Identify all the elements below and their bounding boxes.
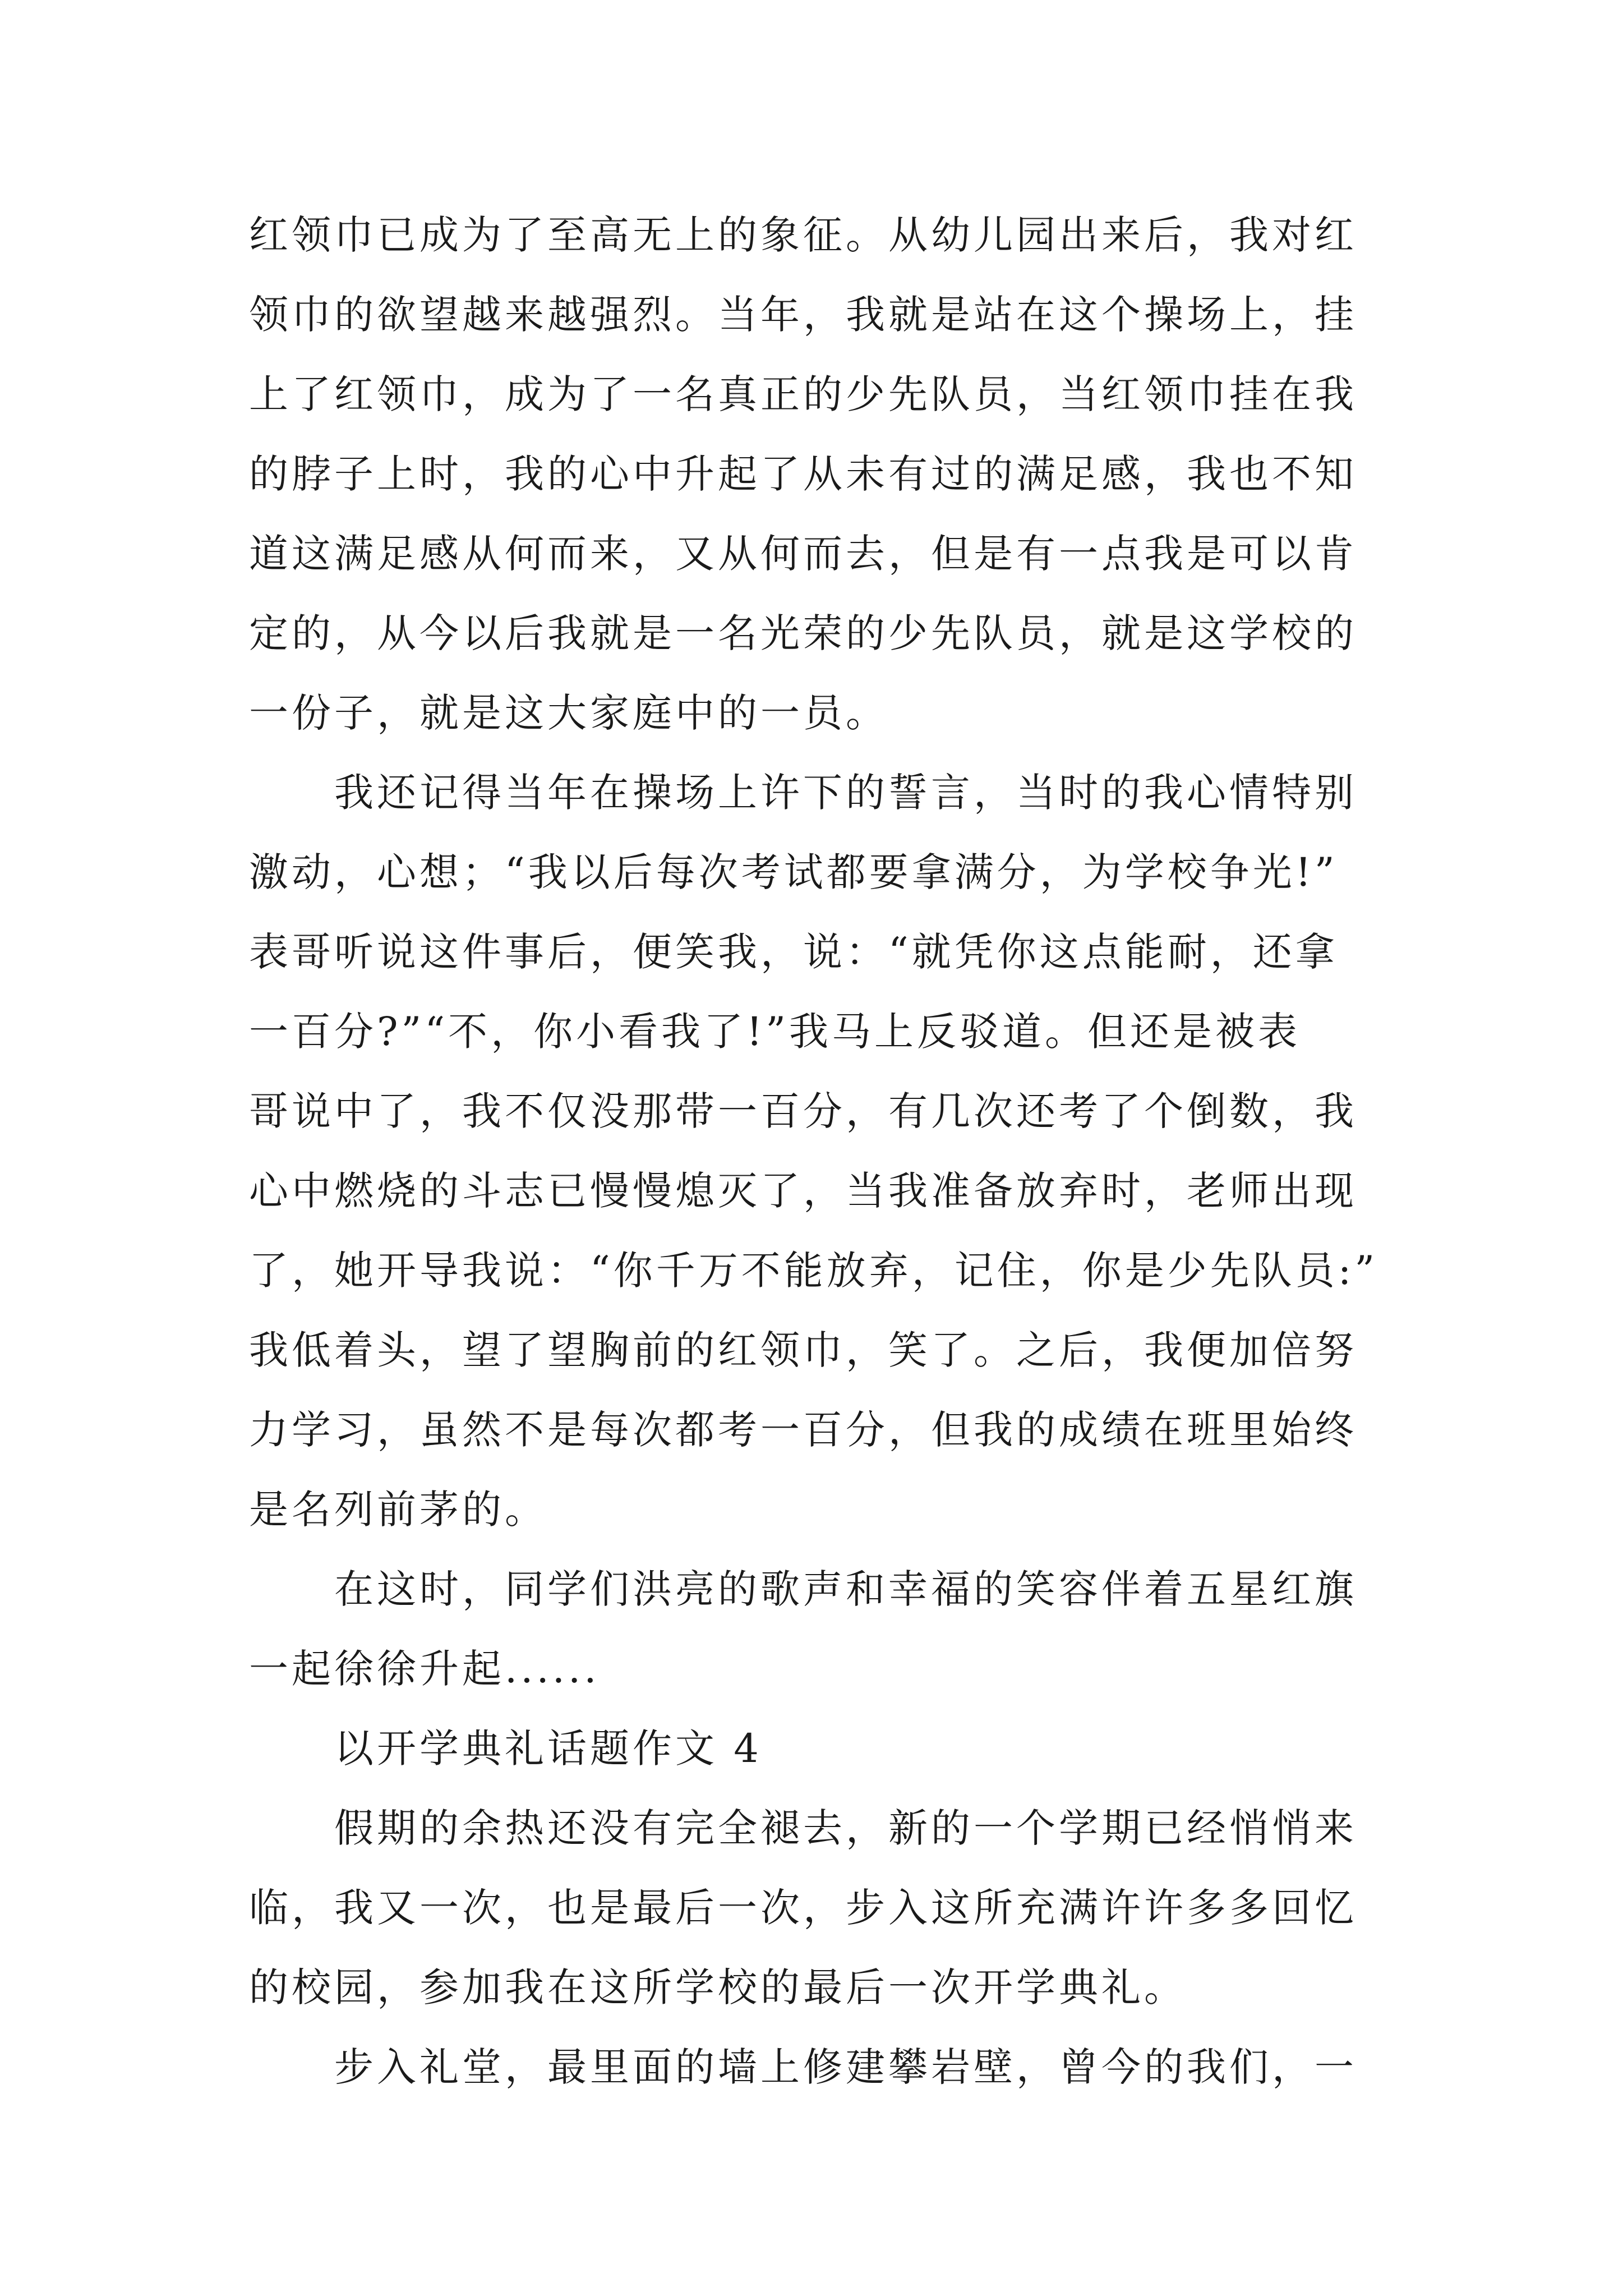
text-line: 假期的余热还没有完全褪去，新的一个学期已经悄悄来 — [249, 1805, 1357, 1851]
text-line: 心中燃烧的斗志已慢慢熄灭了，当我准备放弃时，老师出现 — [249, 1168, 1357, 1214]
text-line: 了，她开导我说：“你千万不能放弃，记住，你是少先队员:” — [249, 1248, 1378, 1294]
text-line: 一起徐徐升起...... — [249, 1646, 600, 1692]
text-line: 在这时，同学们洪亮的歌声和幸福的笑容伴着五星红旗 — [249, 1566, 1357, 1612]
text-line: 一百分?”“不，你小看我了!”我马上反驳道。但还是被表 — [249, 1009, 1301, 1055]
text-line: 表哥听说这件事后，便笑我，说：“就凭你这点能耐，还拿 — [249, 929, 1338, 975]
text-line: 我低着头，望了望胸前的红领巾，笑了。之后，我便加倍努 — [249, 1327, 1357, 1373]
text-line: 的校园，参加我在这所学校的最后一次开学典礼。 — [249, 1964, 1187, 2010]
text-line: 红领巾已成为了至高无上的象征。从幼儿园出来后，我对红 — [249, 212, 1357, 258]
text-line: 我还记得当年在操场上许下的誓言，当时的我心情特别 — [249, 770, 1357, 816]
text-line: 是名列前茅的。 — [249, 1487, 547, 1533]
text-line: 临，我又一次，也是最后一次，步入这所充满许许多多回忆 — [249, 1885, 1357, 1931]
essay-body — [249, 195, 1382, 2107]
text-line: 定的，从今以后我就是一名光荣的少先队员，就是这学校的 — [249, 610, 1357, 656]
text-line: 力学习，虽然不是每次都考一百分，但我的成绩在班里始终 — [249, 1407, 1357, 1453]
text-line: 步入礼堂，最里面的墙上修建攀岩壁，曾今的我们，一 — [249, 2044, 1357, 2090]
section-heading: 以开学典礼话题作文 4 — [249, 1726, 762, 1772]
text-line: 领巾的欲望越来越强烈。当年，我就是站在这个操场上，挂 — [249, 292, 1357, 338]
text-line: 哥说中了，我不仅没那带一百分，有几次还考了个倒数，我 — [249, 1088, 1357, 1134]
text-line: 激动，心想；“我以后每次考试都要拿满分，为学校争光!” — [249, 849, 1338, 895]
text-line: 一份子，就是这大家庭中的一员。 — [249, 690, 888, 736]
text-line: 上了红领巾，成为了一名真正的少先队员，当红领巾挂在我 — [249, 371, 1357, 417]
text-line: 的脖子上时，我的心中升起了从未有过的满足感，我也不知 — [249, 451, 1357, 497]
text-line: 道这满足感从何而来，又从何而去，但是有一点我是可以肯 — [249, 531, 1357, 577]
